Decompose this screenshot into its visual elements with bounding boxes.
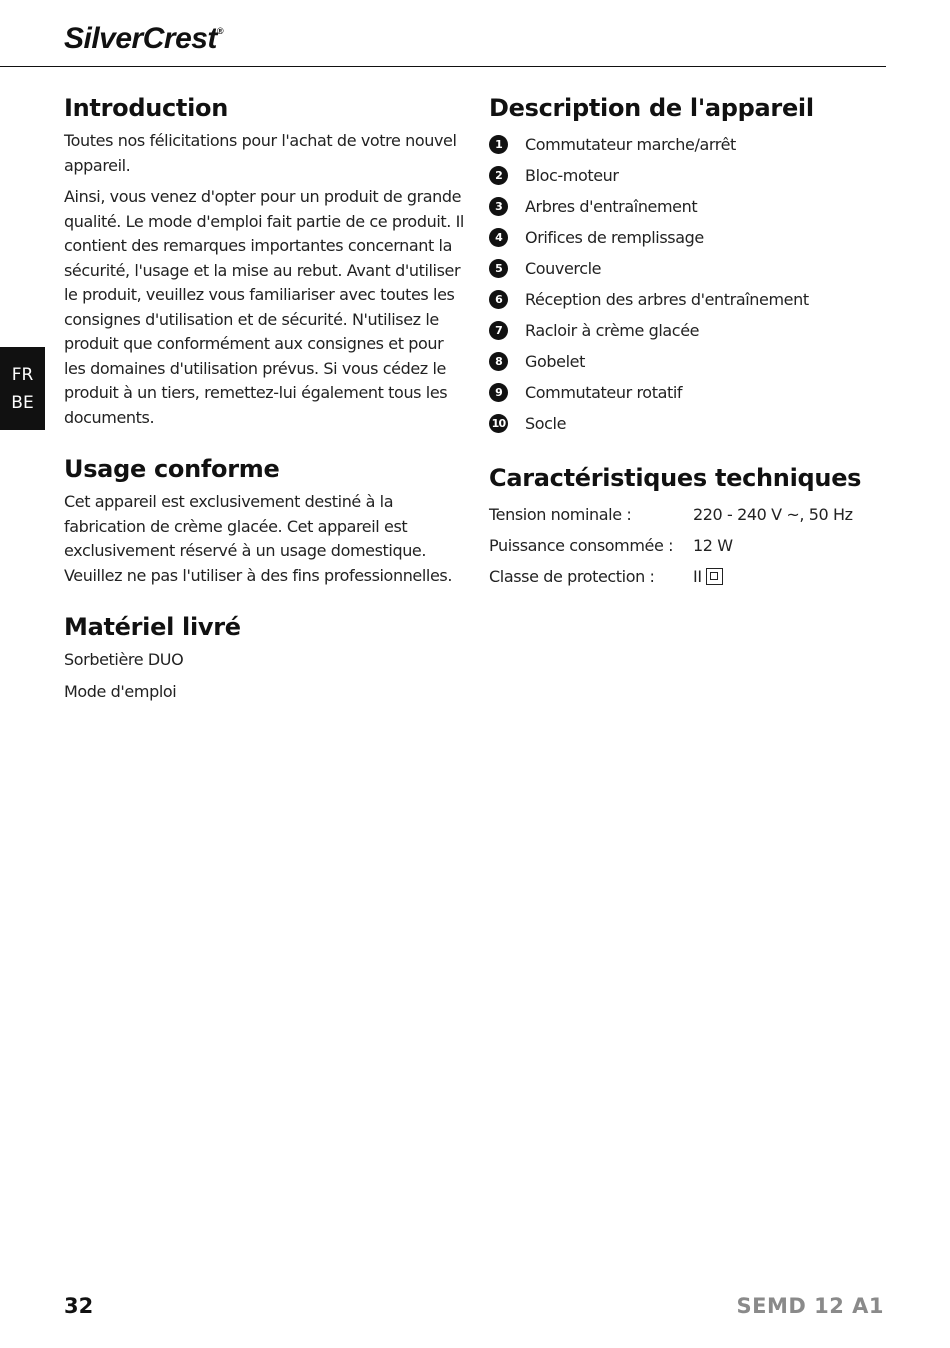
spec-value: II <box>693 567 702 586</box>
part-label: Gobelet <box>525 352 585 371</box>
part-number-badge: 7 <box>489 321 508 340</box>
part-item <box>489 315 889 346</box>
registered-mark: ® <box>216 26 224 36</box>
part-item <box>489 160 889 191</box>
part-label: Couvercle <box>525 259 602 278</box>
description-heading: Description de l'appareil <box>489 94 814 122</box>
spec-value: 12 W <box>693 536 733 555</box>
part-item <box>489 253 889 284</box>
part-item <box>489 346 889 377</box>
part-item <box>489 284 889 315</box>
introduction-paragraph-1: Toutes nos félicitations pour l'achat de votre nouvel appareil. <box>64 131 457 175</box>
part-label: Racloir à crème glacée <box>525 321 700 340</box>
part-number-badge: 1 <box>489 135 508 154</box>
part-item <box>489 377 889 408</box>
lang-code-be: BE <box>11 392 34 413</box>
delivery-heading: Matériel livré <box>64 613 241 641</box>
usage-heading: Usage conforme <box>64 455 280 483</box>
description-section <box>489 93 889 439</box>
model-number: SEMD 12 A1 <box>736 1294 884 1318</box>
header-divider <box>0 66 886 67</box>
delivery-item: Sorbetière DUO <box>64 650 184 669</box>
spec-value: 220 - 240 V ~, 50 Hz <box>693 505 853 524</box>
spec-value-wrapper <box>693 567 723 586</box>
part-label: Orifices de remplissage <box>525 228 704 247</box>
brand-logo <box>64 22 223 56</box>
part-item <box>489 191 889 222</box>
brand-name: SilverCrest <box>64 22 217 55</box>
part-label: Bloc-moteur <box>525 166 619 185</box>
part-number-badge: 9 <box>489 383 508 402</box>
part-label: Socle <box>525 414 567 433</box>
specs-heading: Caractéristiques techniques <box>489 464 862 492</box>
spec-label: Classe de protection : <box>489 567 655 586</box>
part-label: Commutateur rotatif <box>525 383 683 402</box>
part-label: Réception des arbres d'entraînement <box>525 290 809 309</box>
part-number-badge: 4 <box>489 228 508 247</box>
part-item <box>489 129 889 160</box>
specs-section <box>489 463 889 592</box>
spec-row-power <box>489 530 889 561</box>
spec-row-protection <box>489 561 889 592</box>
part-number-badge: 6 <box>489 290 508 309</box>
part-number-badge: 10 <box>489 414 508 433</box>
left-column <box>64 93 464 728</box>
usage-section <box>64 454 464 588</box>
introduction-paragraph-2: Ainsi, vous venez d'opter pour un produit de grande qualité. Le mode d'emploi fait partie de ce produit. Il contient des remarques importantes concernant la sécurité, l'usage et la mise au rebut. Avant d'utiliser le produit, veuillez vous familiariser avec toutes les consignes d'utilisation et de sécurité. N'utilisez le produit que conformément aux consignes et pour les domaines d'utilisation prévus. Si vous cédez le produit à un tiers, remettez-lui également tous les documents. <box>64 187 464 427</box>
part-number-badge: 8 <box>489 352 508 371</box>
lang-code-fr: FR <box>11 364 34 385</box>
part-label: Commutateur marche/arrêt <box>525 135 736 154</box>
part-number-badge: 2 <box>489 166 508 185</box>
usage-paragraph: Cet appareil est exclusivement destiné à la fabrication de crème glacée. Cet appareil est exclusivement réservé à un usage domestique. Veuillez ne pas l'utiliser à des fins professionnelles. <box>64 492 453 585</box>
spec-label: Puissance consommée : <box>489 536 674 555</box>
delivery-item: Mode d'emploi <box>64 681 177 701</box>
part-label: Arbres d'entraînement <box>525 197 698 216</box>
page-number: 32 <box>64 1294 94 1318</box>
language-tab <box>0 347 45 430</box>
introduction-heading: Introduction <box>64 94 228 122</box>
delivery-section <box>64 612 464 704</box>
part-number-badge: 5 <box>489 259 508 278</box>
part-item <box>489 408 889 439</box>
parts-list <box>489 129 889 439</box>
right-column <box>489 93 889 616</box>
part-item <box>489 222 889 253</box>
spec-row-voltage <box>489 499 889 530</box>
introduction-section <box>64 93 464 430</box>
double-insulation-icon <box>706 568 723 585</box>
part-number-badge: 3 <box>489 197 508 216</box>
spec-label: Tension nominale : <box>489 505 632 524</box>
